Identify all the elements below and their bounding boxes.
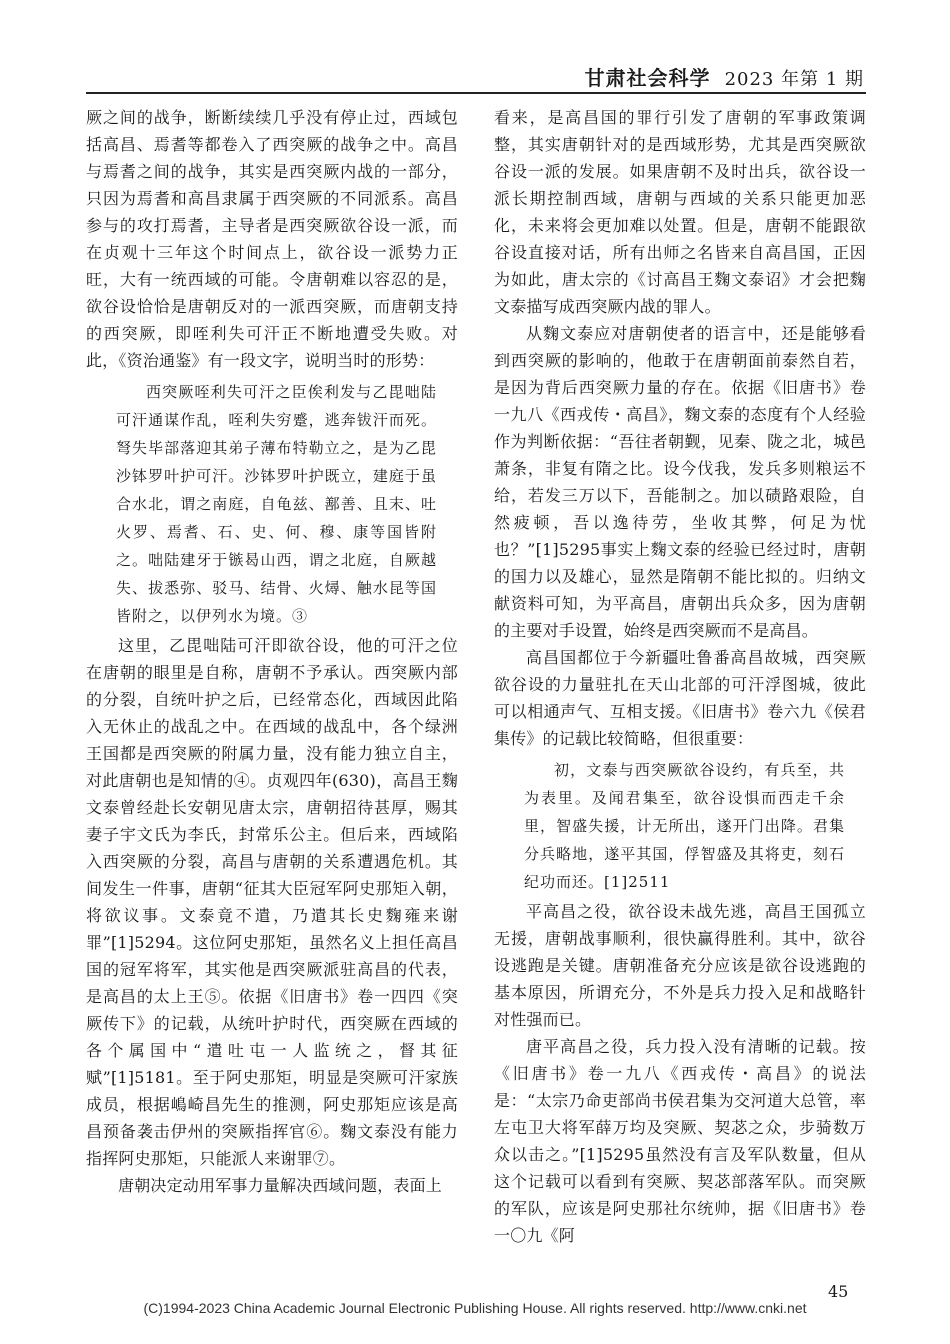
left-quote: 西突厥咥利失可汗之臣俟利发与乙毘咄陆可汗通谋作乱，咥利失穷蹙，逃奔钹汗而死。弩失毕部落迎其弟子薄布特勒立之，是为乙毘沙钵罗叶护可汗。沙钵罗叶护既立，建庭于虽合水北，谓之南庭，自龟兹、鄯善、且末、吐火罗、焉耆、石、史、何、穆、康等国皆附之。咄陆建牙于镞曷山西，谓之北庭，自厥越失、拔悉弥、驳马、结骨、火燖、触水昆等国皆附之，以伊列水为境。③ — [116, 383, 437, 625]
issue-label: 2023 年第 1 期 — [724, 69, 864, 90]
right-quote: 初，文泰与西突厥欲谷设约，有兵至，共为表里。及闻君集至，欲谷设惧而西走千余里，智盛失援，计无所出，遂开门出降。君集分兵略地，遂平其国，俘智盛及其将吏，刻石纪功而还。[1]2511 — [524, 761, 845, 891]
left-paragraph-2: 这里，乙毘咄陆可汗即欲谷设，他的可汗之位在唐朝的眼里是自称，唐朝不予承认。西突厥内部的分裂，自统叶护之后，已经常态化，西域因此陷入无休止的战乱之中。在西域的战乱中，各个绿洲王国都是西突厥的附属力量，没有能力独立自主，对此唐朝也是知情的④。贞观四年(630)，高昌王麴文泰曾经赴长安朝见唐太宗，唐朝招待甚厚，赐其妻子宇文氏为李氏，封常乐公主。但后来，西域陷入西突厥的分裂，高昌与唐朝的关系遭遇危机。其间发生一件事，唐朝“征其大臣冠军阿史那矩入朝，将欲议事。文泰竟不遣，乃遣其长史麴雍来谢罪”[1]5294。这位阿史那矩，虽然名义上担任高昌国的冠军将军，其实他是西突厥派驻高昌的代表，是高昌的太上王⑤。依据《旧唐书》卷一四四《突厥传下》的记载，从统叶护时代，西突厥在西域的各个属国中“遣吐屯一人监统之，督其征赋”[1]5181。至于阿史那矩，明显是突厥可汗家族成员，根据嶋崎昌先生的推测，阿史那矩应该是高昌预备袭击伊州的突厥指挥官⑥。麴文泰没有能力指挥阿史那矩，只能派人来谢罪⑦。 — [86, 636, 458, 1168]
right-paragraph-2: 从麴文泰应对唐朝使者的语言中，还是能够看到西突厥的影响的，他敢于在唐朝面前泰然自若，是因为背后西突厥力量的存在。依据《旧唐书》卷一九八《西戎传・高昌》，麴文泰的态度有个人经验作为判断依据：“吾往者朝觐，见秦、陇之北，城邑萧条，非复有隋之比。设今伐我，发兵多则粮运不给，若发三万以下，吾能制之。加以碛路艰险，自然疲顿，吾以逸待劳，坐收其弊，何足为忧也？”[1]5295事实上麴文泰的经验已经过时，唐朝的国力以及雄心，显然是隋朝不能比拟的。归纳文献资料可知，为平高昌，唐朝出兵众多，因为唐朝的主要对手设置，始终是西突厥而不是高昌。 — [494, 324, 866, 640]
page-number: 45 — [828, 1282, 849, 1301]
right-paragraph-3: 高昌国都位于今新疆吐鲁番高昌故城，西突厥欲谷设的力量驻扎在天山北部的可汗浮图城，彼此可以相通声气、互相支援。《旧唐书》卷六九《侯君集传》的记载比较简略，但很重要： — [494, 648, 866, 748]
right-paragraph-5: 唐平高昌之役，兵力投入没有清晰的记载。按《旧唐书》卷一九八《西戎传・高昌》的说法是：“太宗乃命吏部尚书侯君集为交河道大总管，率左屯卫大将军薛万均及突厥、契苾之众，步骑数万众以击之。”[1]5295虽然没有言及军队数量，但从这个记载可以看到有突厥、契苾部落军队。而突厥的军队，应该是阿史那社尔统帅，据《旧唐书》卷一〇九《阿 — [494, 1037, 866, 1245]
copyright-footer: (C)1994-2023 China Academic Journal Electronic Publishing House. All rights reserved. http://www.cnki.net — [143, 1300, 807, 1316]
left-column — [86, 104, 458, 1199]
left-paragraph-3: 唐朝决定动用军事力量解决西域问题，表面上 — [118, 1176, 443, 1195]
right-column — [494, 104, 866, 1249]
header-rule — [86, 92, 866, 94]
journal-header — [0, 62, 864, 90]
right-paragraph-1: 看来，是高昌国的罪行引发了唐朝的军事政策调整，其实唐朝针对的是西域形势，尤其是西突厥欲谷设一派的发展。如果唐朝不及时出兵，欲谷设一派长期控制西域，唐朝与西域的关系只能更加恶化，未来将会更加难以处置。但是，唐朝不能跟欲谷设直接对话，所有出师之名皆来自高昌国，正因为如此，唐太宗的《讨高昌王麴文泰诏》才会把麴文泰描写成西突厥内战的罪人。 — [494, 108, 866, 316]
left-paragraph-1: 厥之间的战争，断断续续几乎没有停止过，西域包括高昌、焉耆等都卷入了西突厥的战争之中。高昌与焉耆之间的战争，其实是西突厥内战的一部分，只因为焉耆和高昌隶属于西突厥的不同派系。高昌参与的攻打焉耆，主导者是西突厥欲谷设一派，而在贞观十三年这个时间点上，欲谷设一派势力正旺，大有一统西域的可能。令唐朝难以容忍的是，欲谷设恰恰是唐朝反对的一派西突厥，而唐朝支持的西突厥，即咥利失可汗正不断地遭受失败。对此，《资治通鉴》有一段文字，说明当时的形势： — [86, 108, 458, 370]
journal-title: 甘肃社会科学 — [584, 66, 711, 90]
right-paragraph-4: 平高昌之役，欲谷设未战先逃，高昌王国孤立无援，唐朝战事顺利，很快赢得胜利。其中，欲谷设逃跑是关键。唐朝准备充分应该是欲谷设逃跑的基本原因，所谓充分，不外是兵力投入足和战略针对性强而已。 — [494, 902, 866, 1029]
